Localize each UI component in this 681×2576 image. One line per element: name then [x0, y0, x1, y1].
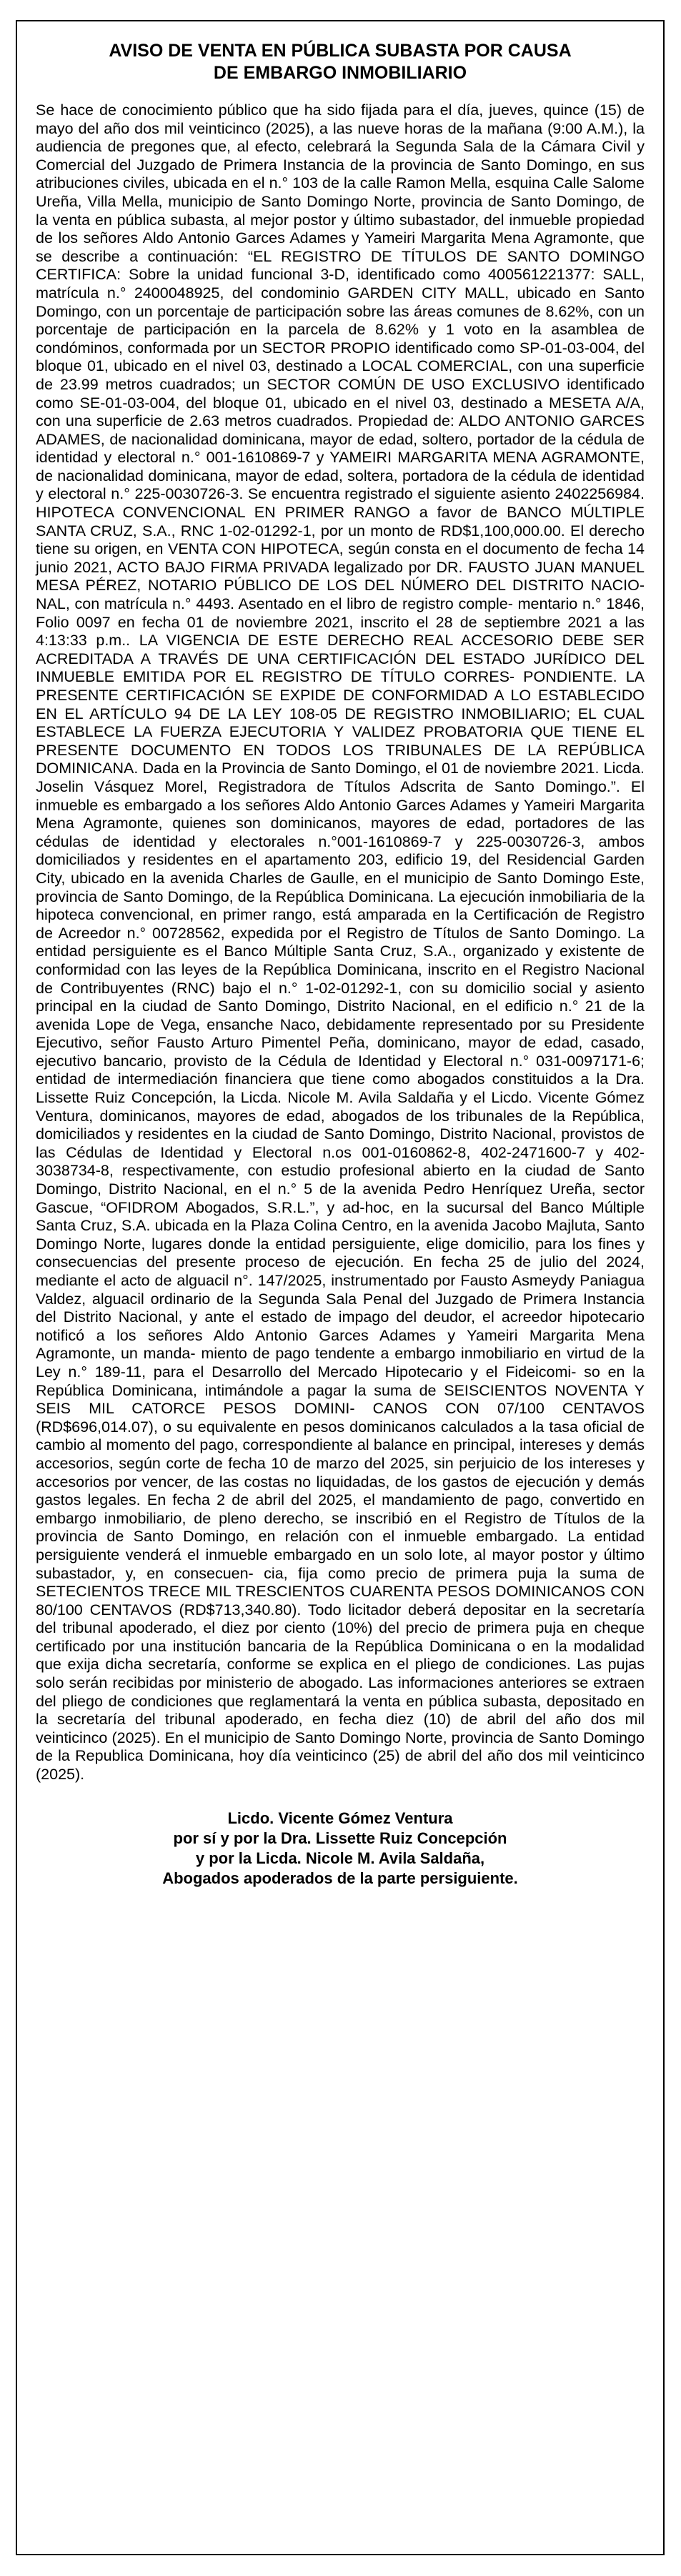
legal-notice	[16, 20, 665, 2555]
signature-block	[36, 1809, 645, 1889]
signature-line-2: por sí y por la Dra. Lissette Ruiz Concepción	[173, 1829, 507, 1847]
notice-body: Se hace de conocimiento público que ha sido fijada para el día, jueves, quince (15) de mayo del año dos mil veinticinco (2025), a las nueve horas de la mañana (9:00 A.M.), la audiencia de pregones que, al efecto, celebrará la Segunda Sala de la Cámara Civil y Comercial del Juzgado de Primera Instancia de la provincia de Santo Domingo, en sus atribuciones civiles, ubicada en el n.° 103 de la calle Ramon Mella, esquina Calle Salome Ureña, Villa Mella, municipio de Santo Domingo Norte, provincia de Santo Domingo, de la venta en pública subasta, al mejor postor y último subastador, del inmueble propiedad de los señores Aldo Antonio Garces Adames y Yameiri Margarita Mena Agramonte, que se describe a continuación: “EL REGISTRO DE TÍTULOS DE SANTO DOMINGO CERTIFICA: Sobre la unidad funcional 3-D, identificado como 400561221377: SALL, matrícula n.° 2400048925, del condominio GARDEN CITY MALL, ubicado en Santo Domingo, con un porcentaje de participación sobre las áreas comunes de 8.62%, con un porcentaje de participación en la parcela de 8.62% y 1 voto en la asamblea de condóminos, conformada por un SECTOR PROPIO identificado como SP-01-03-004, del bloque 01, ubicado en el nivel 03, destinado a LOCAL COMERCIAL, con una superficie de 23.99 metros cuadrados; un SECTOR COMÚN DE USO EXCLUSIVO identificado como SE-01-03-004, del bloque 01, ubicado en el nivel 03, destinado a MESETA A/A, con una superficie de 2.63 metros cuadrados. Propiedad de: ALDO ANTONIO GARCES ADAMES, de nacionalidad dominicana, mayor de edad, soltero, portador de la cédula de identidad y electoral n.° 001-1610869-7 y YAMEIRI MARGARITA MENA AGRAMONTE, de nacionalidad dominicana, mayor de edad, soltera, portadora de la cédula de identidad y electoral n.° 225-0030726-3. Se encuentra registrado el siguiente asiento 2402256984. HIPOTECA CONVENCIONAL EN PRIMER RANGO a favor de BANCO MÚLTIPLE SANTA CRUZ, S.A., RNC 1-02-01292-1, por un monto de RD$1,100,000.00. El derecho tiene su origen, en VENTA CON HIPOTECA, según consta en el documento de fecha 14 junio 2021, ACTO BAJO FIRMA PRIVADA legalizado por DR. FAUSTO JUAN MANUEL MESA PÉREZ, NOTARIO PÚBLICO DE LOS DEL NÚMERO DEL DISTRITO NACIO- NAL, con matrícula n.° 4493. Asentado en el libro de registro comple- mentario n.° 1846, Folio 0097 en fecha 01 de noviembre 2021, inscrito el 28 de septiembre 2021 a las 4:13:33 p.m.. LA VIGENCIA DE ESTE DERECHO REAL ACCESORIO DEBE SER ACREDITADA A TRAVÉS DE UNA CERTIFICACIÓN DEL ESTADO JURÍDICO DEL INMUEBLE EMITIDA POR EL REGISTRO DE TÍTULO CORRES- PONDIENTE. LA PRESENTE CERTIFICACIÓN SE EXPIDE DE CONFORMIDAD A LO ESTABLECIDO EN EL ARTÍCULO 94 DE LA LEY 108-05 DE REGISTRO INMOBILIARIO; EL CUAL ESTABLECE LA FUERZA EJECUTORIA Y VALIDEZ PROBATORIA QUE TIENE EL PRESENTE DOCUMENTO EN TODOS LOS TRIBUNALES DE LA REPÚBLICA DOMINICANA. Dada en la Provincia de Santo Domingo, el 01 de noviembre 2021. Licda. Joselin Vásquez Morel, Registradora de Títulos Adscrita de Santo Domingo.”. El inmueble es embargado a los señores Aldo Antonio Garces Adames y Yameiri Margarita Mena Agramonte, quienes son dominicanos, mayores de edad, portadores de las cédulas de identidad y electorales n.°001-1610869-7 y 225-0030726-3, ambos domiciliados y residentes en el apartamento 203, edificio 19, del Residencial Garden City, ubicado en la avenida Charles de Gaulle, en el municipio de Santo Domingo Este, provincia de Santo Domingo, de la República Dominicana. La ejecución inmobiliaria de la hipoteca convencional, en primer rango, está amparada en la Certificación de Registro de Acreedor n.° 00728562, expedida por el Registro de Títulos de Santo Domingo. La entidad persiguiente es el Banco Múltiple Santa Cruz, S.A., organizado y existente de conformidad con las leyes de la República Dominicana, inscrito en el Registro Nacional de Contribuyentes (RNC) bajo el n.° 1-02-01292-1, con su domicilio social y asiento principal en la ciudad de Santo Domingo, Distrito Nacional, en el edificio n.° 21 de la avenida Lope de Vega, ensanche Naco, debidamente representado por su Presidente Ejecutivo, señor Fausto Arturo Pimentel Peña, dominicano, mayor de edad, casado, ejecutivo bancario, provisto de la Cédula de Identidad y Electoral n.° 031-0097171-6; entidad de intermediación financiera que tiene como abogados constituidos a la Dra. Lissette Ruiz Concepción, la Licda. Nicole M. Avila Saldaña y el Licdo. Vicente Gómez Ventura, dominicanos, mayores de edad, abogados de los tribunales de la República, domiciliados y residentes en la ciudad de Santo Domingo, Distrito Nacional, provistos de las Cédulas de Identidad y Electoral n.os 001-0160862-8, 402-2471600-7 y 402-3038734-8, respectivamente, con estudio profesional abierto en la ciudad de Santo Domingo, Distrito Nacional, en el n.° 5 de la avenida Pedro Henríquez Ureña, sector Gascue, “OFIDROM Abogados, S.R.L.”, y ad-hoc, en la sucursal del Banco Múltiple Santa Cruz, S.A. ubicada en la Plaza Colina Centro, en la avenida Jacobo Majluta, Santo Domingo Norte, lugares donde la entidad persiguiente, elige domicilio, para los fines y consecuencias del presente proceso de ejecución. En fecha 25 de julio del 2024, mediante el acto de alguacil n°. 147/2025, instrumentado por Fausto Asmeydy Paniagua Valdez, alguacil ordinario de la Segunda Sala Penal del Juzgado de Primera Instancia del Distrito Nacional, y ante el estado de impago del deudor, el acreedor hipotecario notificó a los señores Aldo Antonio Garces Adames y Yameiri Margarita Mena Agramonte, un manda- miento de pago tendente a embargo inmobiliario en virtud de la Ley n.° 189-11, para el Desarrollo del Mercado Hipotecario y el Fideicomi- so en la República Dominicana, intimándole a pagar la suma de SEISCIENTOS NOVENTA Y SEIS MIL CATORCE PESOS DOMINI- CANOS CON 07/100 CENTAVOS (RD$696,014.07), o su equivalente en pesos dominicanos calculados a la tasa oficial de cambio al momento del pago, correspondiente al balance en principal, intereses y demás accesorios, según corte de fecha 10 de marzo del 2025, sin perjuicio de los intereses y accesorios por vencer, de las costas no liquidadas, de los gastos de ejecución y demás gastos legales. En fecha 2 de abril del 2025, el mandamiento de pago, convertido en embargo inmobiliario, de pleno derecho, se inscribió en el Registro de Títulos de la provincia de Santo Domingo, en relación con el inmueble embargado. La entidad persiguiente venderá el inmueble embargado en un solo lote, al mayor postor y último subastador, y, en consecuen- cia, fija como precio de primera puja la suma de SETECIENTOS TRECE MIL TRESCIENTOS CUARENTA PESOS DOMINICANOS CON 80/100 CENTAVOS (RD$713,340.80). Todo licitador deberá depositar en la secretaría del tribunal apoderado, el diez por ciento (10%) del precio de primera puja en cheque certificado por una institución bancaria de la República Dominicana o en la modalidad que exija dicha secretaría, conforme se explica en el pliego de condiciones. Las pujas solo serán recibidas por ministerio de abogado. Las informaciones anteriores se extraen del pliego de condiciones que reglamentará la venta en pública subasta, depositado en la secretaría del tribunal apoderado, en fecha diez (10) de abril del año dos mil veinticinco (2025). En el municipio de Santo Domingo Norte, provincia de Santo Domingo de la Republica Dominicana, hoy día veinticinco (25) de abril del año dos mil veinticinco (2025).	[36, 101, 645, 1784]
signature-line-1: Licdo. Vicente Gómez Ventura	[227, 1809, 453, 1827]
notice-title-line-2: DE EMBARGO INMOBILIARIO	[213, 63, 467, 83]
signature-line-4: Abogados apoderados de la parte persiguiente.	[162, 1869, 518, 1887]
signature-line-3: y por la Licda. Nicole M. Avila Saldaña,	[195, 1849, 485, 1867]
notice-title-line-1: AVISO DE VENTA EN PÚBLICA SUBASTA POR CAUSA	[109, 41, 572, 61]
notice-title	[36, 40, 645, 84]
